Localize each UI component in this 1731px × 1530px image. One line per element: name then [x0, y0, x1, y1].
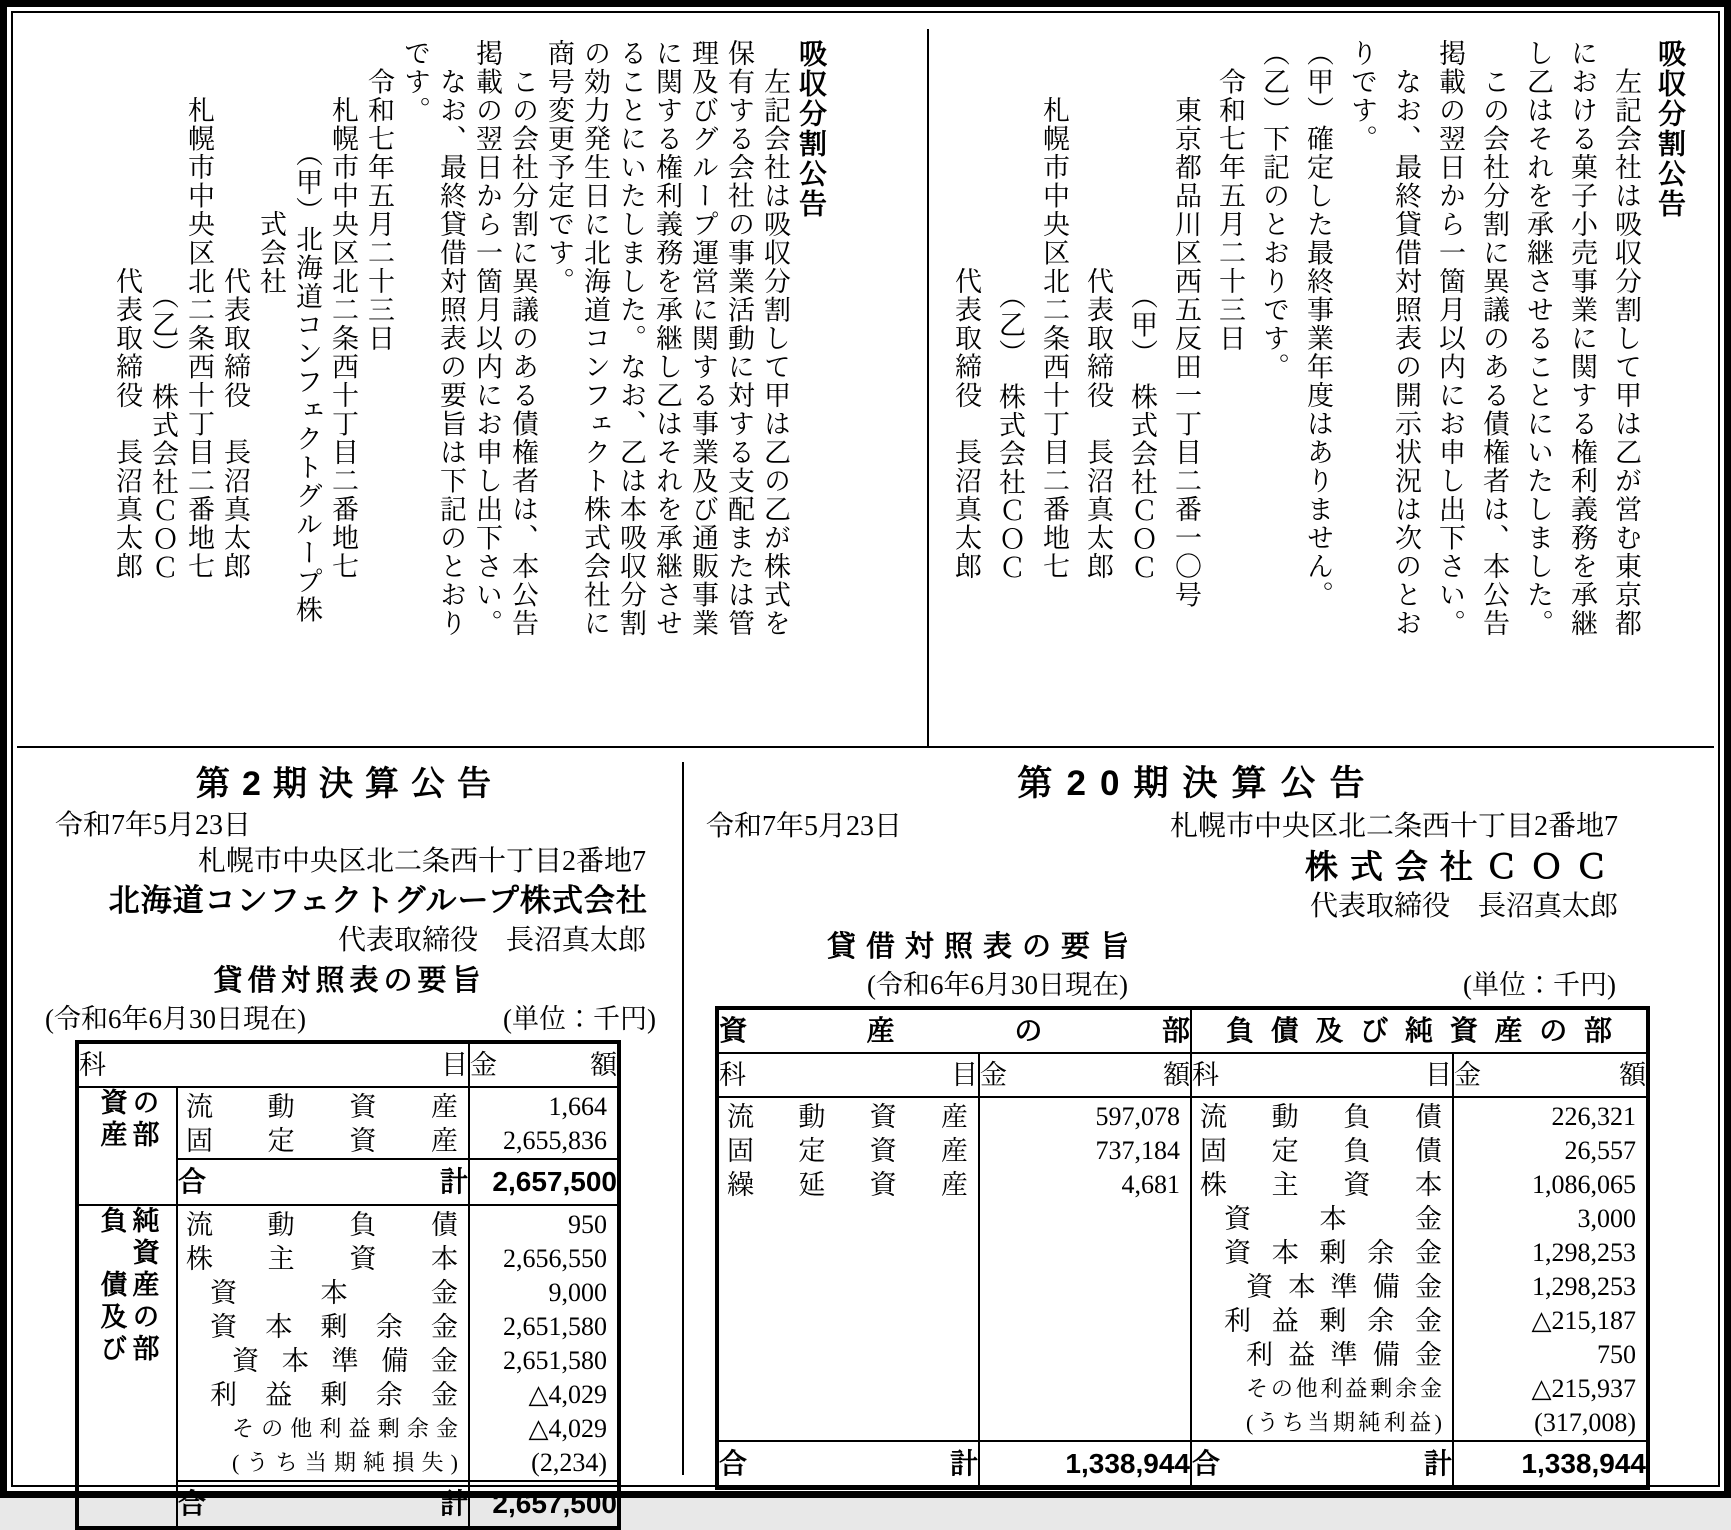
label-column: の部	[128, 1088, 159, 1152]
balance-sheet-unit: (単位：千円)	[503, 1004, 656, 1034]
page-content	[17, 17, 1714, 1519]
notice-title: 吸収分割公告	[796, 39, 827, 219]
line-item-label: その他利益剰余金	[1246, 1376, 1442, 1401]
line-item-amount: 1,086,065	[1532, 1170, 1636, 1199]
notice-line: 令和七年五月二十三日	[364, 39, 394, 353]
label-column: 資産	[96, 1088, 127, 1152]
notice-line: （乙）下記のとおりです。	[1259, 39, 1289, 381]
line-item-label: 固定資産	[186, 1126, 458, 1156]
assets-amount-cell	[979, 1097, 1191, 1441]
notice-line: なお、最終貸借対照表の要旨は下記のとおり	[436, 39, 466, 638]
assets-item-cell	[177, 1087, 469, 1159]
notice-line: （甲）確定した最終事業年度はありません。	[1303, 39, 1333, 609]
notice-line: なお、最終貸借対照表の開示状況は次のとお	[1391, 39, 1421, 638]
column-header-amount: 金額	[469, 1042, 619, 1087]
line-item-label: 流動資産	[186, 1092, 458, 1122]
line-item-label: 利益剰余金	[1224, 1306, 1442, 1336]
notice-line: 代表取締役 長沼真太郎	[112, 39, 142, 581]
notice-line: （甲） 株式会社ＣＯＣ	[1127, 39, 1157, 582]
company-address: 札幌市中央区北二条西十丁目2番地7	[197, 846, 646, 877]
balance-sheet-note	[682, 968, 1714, 1002]
assets-total-amount: 2,657,500	[469, 1159, 619, 1205]
column-header-amount: 金額	[1453, 1053, 1648, 1097]
column-header-amount: 金額	[979, 1053, 1191, 1097]
notice-line: 代表取締役 長沼真太郎	[220, 39, 250, 581]
liabilities-section-header: 負債及び純資産の部	[1191, 1008, 1648, 1053]
representative-name: 代表取締役 長沼真太郎	[337, 925, 646, 956]
liabilities-total-amount: 2,657,500	[469, 1481, 619, 1528]
company-name: 北海道コンフェクトグループ株式会社	[108, 883, 648, 918]
notice-line: 左記会社は吸収分割して甲は乙が営む東京都	[1611, 39, 1641, 638]
column-header-item: 科目	[1191, 1053, 1453, 1097]
balance-sheet-table-left	[75, 1040, 621, 1530]
notice-line: この会社分割に異議のある債権者は、本公告	[508, 39, 538, 638]
line-item-label: 資本剰余金	[1224, 1238, 1442, 1268]
table-body-row	[717, 1097, 1648, 1441]
representative-name: 代表取締役 長沼真太郎	[1309, 891, 1618, 922]
line-item-amount: 597,078	[1095, 1102, 1180, 1131]
notice-line: 左記会社は吸収分割して甲は乙の乙が株式を	[760, 39, 790, 638]
column-header-item: 科目	[77, 1042, 469, 1087]
line-item-label: 株主資本	[1200, 1170, 1442, 1200]
line-item-label: 流動負債	[1200, 1102, 1442, 1132]
financial-notice-right	[682, 748, 1714, 1481]
line-item-label: 流動負債	[186, 1210, 458, 1240]
assets-section-header: 資産の部	[717, 1008, 1191, 1053]
line-item-label: 固定負債	[1200, 1136, 1442, 1166]
liabilities-total-amount: 1,338,944	[1453, 1441, 1648, 1488]
liabilities-item-cell	[1191, 1097, 1453, 1441]
notice-body	[944, 39, 1648, 687]
line-item-label: 流動資産	[727, 1102, 968, 1132]
company-address: 札幌市中央区北二条西十丁目2番地7	[1169, 811, 1618, 842]
line-item-amount: 1,664	[548, 1092, 607, 1121]
balance-sheet-note	[17, 1002, 682, 1036]
line-item-amount: 1,298,253	[1532, 1238, 1636, 1267]
notice-line: 令和七年五月二十三日	[1215, 39, 1245, 353]
notice-line: です。	[400, 39, 430, 125]
absorption-split-notice-left	[73, 39, 829, 687]
assets-total-amount: 1,338,944	[979, 1441, 1191, 1488]
financial-notice-title: 第2期決算公告	[196, 765, 503, 803]
line-item-amount: △215,187	[1531, 1306, 1636, 1335]
line-item-amount: (2,234)	[531, 1448, 607, 1477]
assets-label-columns	[79, 1088, 176, 1152]
liabilities-section-label	[77, 1205, 177, 1528]
liabilities-item-cell	[177, 1205, 469, 1481]
table-header-row	[717, 1053, 1648, 1097]
notice-line: 札幌市中央区北二条西十丁目二番地七	[184, 39, 214, 581]
line-item-amount: 4,681	[1121, 1170, 1180, 1199]
assets-amount-cell	[469, 1087, 619, 1159]
column-header-item: 科目	[717, 1053, 979, 1097]
line-item-amount: △4,029	[528, 1414, 607, 1443]
notice-line: （乙） 株式会社ＣＯＣ	[148, 39, 178, 582]
top-column-divider	[927, 29, 929, 746]
notice-title: 吸収分割公告	[1655, 39, 1686, 219]
line-item-amount: 226,321	[1551, 1102, 1636, 1131]
section-header-row	[717, 1008, 1648, 1053]
notice-line: （乙） 株式会社ＣＯＣ	[995, 39, 1025, 582]
balance-sheet-title: 貸借対照表の要旨	[213, 965, 486, 997]
balance-sheet-asof-date: (令和6年6月30日現在)	[45, 1004, 306, 1034]
totals-row	[717, 1441, 1648, 1488]
line-item-amount: △4,029	[528, 1380, 607, 1409]
line-item-label: 利益剰余金	[210, 1380, 458, 1410]
line-item-amount: 3,000	[1577, 1204, 1636, 1233]
financial-notice-left	[17, 748, 682, 1519]
notice-line: 商号変更予定です。	[544, 39, 574, 296]
line-item-label: (うち当期純利益)	[1246, 1410, 1442, 1435]
total-label: 合計	[717, 1441, 979, 1488]
label-column: 負 債及び	[96, 1206, 127, 1366]
notice-line: りです。	[1347, 39, 1377, 153]
bottom-section	[17, 748, 1714, 1519]
table-header-row	[77, 1042, 619, 1087]
notice-line: 札幌市中央区北二条西十丁目二番地七	[1039, 39, 1069, 581]
line-item-label: 資本準備金	[1246, 1272, 1442, 1302]
liabilities-section-row	[77, 1205, 619, 1481]
notice-line: ることにいたしました。なお、乙は本吸収分割	[616, 39, 646, 638]
notice-date: 令和7年5月23日	[55, 810, 252, 841]
notice-body	[109, 39, 793, 687]
notice-line: この会社分割に異議のある債権者は、本公告	[1479, 39, 1509, 638]
notice-date-address	[682, 808, 1714, 846]
notice-date: 令和7年5月23日	[706, 811, 903, 842]
line-item-label: 資本準備金	[232, 1346, 458, 1376]
line-item-amount: 9,000	[548, 1278, 607, 1307]
liabilities-label-columns	[79, 1206, 176, 1366]
company-name: 株式会社ＣＯＣ	[1305, 848, 1620, 885]
balance-sheet-unit: (単位：千円)	[1463, 970, 1616, 1000]
line-item-amount: 2,651,580	[503, 1312, 607, 1341]
liabilities-amount-cell	[469, 1205, 619, 1481]
line-item-label: 繰延資産	[727, 1170, 968, 1200]
notice-line: に関する権利義務を承継し乙はそれを承継させ	[652, 39, 682, 638]
total-label: 合計	[177, 1481, 469, 1528]
line-item-label: 資本金	[210, 1278, 458, 1308]
notice-line: 掲載の翌日から一箇月以内にお申し出下さい。	[472, 39, 502, 638]
line-item-amount: 2,656,550	[503, 1244, 607, 1273]
assets-section-row	[77, 1087, 619, 1159]
notice-line: し乙はそれを承継させることにいたしました。	[1523, 39, 1553, 638]
line-item-amount: 2,655,836	[503, 1126, 607, 1155]
notice-line: 代表取締役 長沼真太郎	[951, 39, 981, 581]
line-item-amount: △215,937	[1531, 1374, 1636, 1403]
assets-item-cell	[717, 1097, 979, 1441]
notice-line: 札幌市中央区北二条西十丁目二番地七	[328, 39, 358, 581]
notice-line: 保有する会社の事業活動に対する支配または管	[724, 39, 754, 638]
notice-line: 東京都品川区西五反田一丁目二番一〇号	[1171, 39, 1201, 609]
line-item-amount: 26,557	[1564, 1136, 1636, 1165]
line-item-amount: (317,008)	[1534, 1408, 1636, 1437]
financial-notice-title: 第20期決算公告	[1017, 764, 1379, 803]
notice-line: の効力発生日に北海道コンフェクト株式会社に	[580, 39, 610, 638]
line-item-label: 資本金	[1224, 1204, 1442, 1234]
notice-line: 掲載の翌日から一箇月以内にお申し出下さい。	[1435, 39, 1465, 638]
notice-line: 理及びグループ運営に関する事業及び通販事業	[688, 39, 718, 638]
line-item-label: (うち当期純損失)	[232, 1450, 458, 1475]
balance-sheet-asof-date: (令和6年6月30日現在)	[867, 970, 1128, 1000]
balance-sheet-title: 貸借対照表の要旨	[827, 931, 1140, 963]
absorption-split-notice-right	[944, 39, 1692, 687]
line-item-label: 固定資産	[727, 1136, 968, 1166]
line-item-amount: 1,298,253	[1532, 1272, 1636, 1301]
notice-line: （甲）北海道コンフェクトグループ株	[292, 39, 322, 624]
line-item-label: 株主資本	[186, 1244, 458, 1274]
balance-sheet-table-right	[715, 1006, 1650, 1490]
notice-line: における菓子小売事業に関する権利義務を承継	[1567, 39, 1597, 638]
total-label: 合計	[1191, 1441, 1453, 1488]
top-section	[17, 17, 1714, 748]
line-item-label: 利益準備金	[1246, 1340, 1442, 1370]
label-column: 純資産の部	[128, 1206, 159, 1366]
liabilities-amount-cell	[1453, 1097, 1648, 1441]
line-item-amount: 750	[1597, 1340, 1636, 1369]
bottom-column-divider	[682, 762, 684, 1475]
notice-line: 代表取締役 長沼真太郎	[1083, 39, 1113, 581]
line-item-label: その他利益剰余金	[232, 1416, 458, 1441]
assets-section-label	[77, 1087, 177, 1205]
line-item-amount: 950	[568, 1210, 607, 1239]
total-label: 合計	[177, 1159, 469, 1205]
line-item-amount: 737,184	[1095, 1136, 1180, 1165]
line-item-amount: 2,651,580	[503, 1346, 607, 1375]
line-item-label: 資本剰余金	[210, 1312, 458, 1342]
notice-line: 式会社	[256, 39, 286, 296]
